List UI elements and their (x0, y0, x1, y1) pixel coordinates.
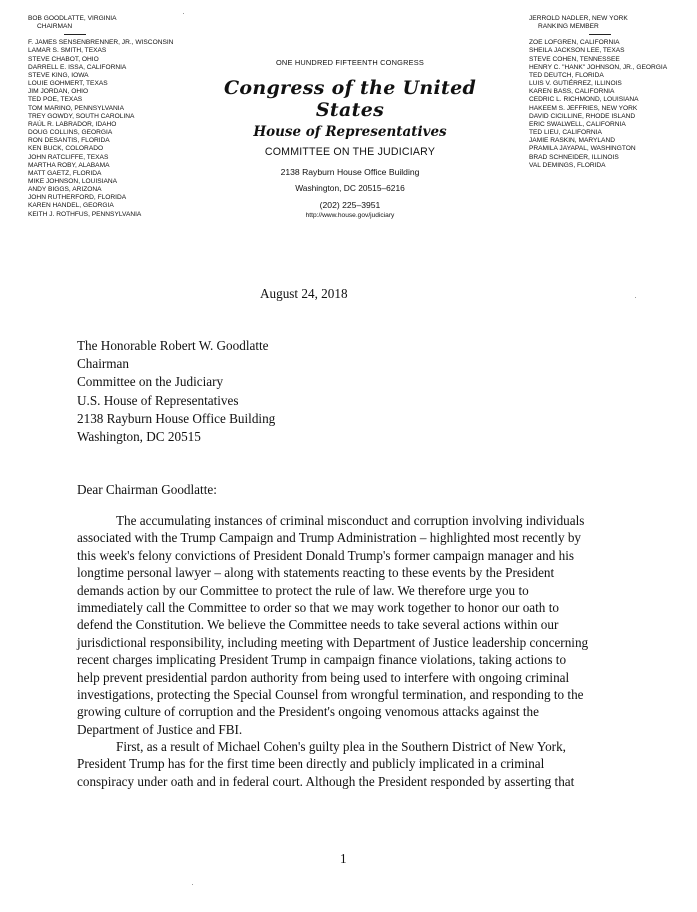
majority-member: DARRELL E. ISSA, CALIFORNIA (28, 63, 127, 71)
minority-member: DAVID CICILLINE, RHODE ISLAND (529, 112, 636, 120)
majority-member: TREY GOWDY, SOUTH CAROLINA (28, 112, 135, 120)
chairman-label: CHAIRMAN (37, 23, 73, 31)
paragraph-line: this week's felony convictions of President Donald Trump's former campaign manager and his (77, 547, 574, 563)
minority-member: CEDRIC L. RICHMOND, LOUISIANA (529, 96, 639, 104)
paragraph-line: associated with the Trump Campaign and Trump Administration – highlighted most recently by (77, 530, 582, 546)
paragraph-line: President Trump has for the first time been directly and publicly implicated in a criminal (77, 756, 545, 772)
minority-member: TED LIEU, CALIFORNIA (529, 129, 602, 137)
minority-member: KAREN BASS, CALIFORNIA (529, 88, 615, 96)
majority-member: F. JAMES SENSENBRENNER, JR., WISCONSIN (28, 39, 174, 47)
roster-divider (64, 34, 86, 35)
scan-speck (635, 297, 636, 298)
majority-member: ANDY BIGGS, ARIZONA (28, 186, 102, 194)
paragraph-line: help prevent presidential pardon authority from being used to interfere with ongoing criminal (77, 669, 570, 685)
majority-roster (28, 15, 198, 219)
majority-member: DOUG COLLINS, GEORGIA (28, 129, 113, 137)
majority-member: RON DESANTIS, FLORIDA (28, 137, 110, 145)
congress-number: ONE HUNDRED FIFTEENTH CONGRESS (275, 58, 425, 67)
majority-member: JIM JORDAN, OHIO (28, 88, 89, 96)
majority-member: STEVE CHABOT, OHIO (28, 55, 99, 63)
body-paragraph-1 (77, 512, 625, 738)
majority-member: LOUIE GOHMERT, TEXAS (28, 80, 108, 88)
roster-divider (589, 34, 611, 35)
majority-member: JOHN RUTHERFORD, FLORIDA (28, 194, 127, 202)
house-title: House of Representatives (253, 124, 447, 140)
majority-member: KEN BUCK, COLORADO (28, 145, 104, 153)
paragraph-line: First, as a result of Michael Cohen's guilty plea in the Southern District of New York, (116, 739, 566, 754)
phone-number: (202) 225–3951 (319, 200, 381, 210)
majority-member: LAMAR S. SMITH, TEXAS (28, 47, 107, 55)
ranking-member-name: JERROLD NADLER, NEW YORK (529, 15, 628, 22)
paragraph-line: immediately call the Committee to order so that we may work together to honor our oath to (77, 600, 559, 616)
majority-member: TED POE, TEXAS (28, 96, 83, 104)
page-number: 1 (340, 851, 347, 866)
minority-member-list (529, 39, 694, 170)
majority-member-list (28, 39, 198, 218)
recipient-line: Committee on the Judiciary (77, 374, 224, 390)
minority-member: JAMIE RASKIN, MARYLAND (529, 137, 615, 145)
chairman-name: BOB GOODLATTE, VIRGINIA (28, 15, 117, 22)
majority-member: MARTHA ROBY, ALABAMA (28, 161, 110, 169)
paragraph-line: demands action by our Committee to protect the rule of law. We therefore urge you to (77, 582, 529, 598)
majority-member: STEVE KING, IOWA (28, 71, 89, 79)
recipient-line: The Honorable Robert W. Goodlatte (77, 338, 269, 353)
paragraph-line: jurisdictional responsibility, including meeting with Department of Justice leadership concerning (77, 634, 589, 650)
paragraph-line: longtime personal lawyer – along with statements reacting to these events by the President (77, 565, 555, 581)
minority-member: BRAD SCHNEIDER, ILLINOIS (529, 153, 619, 161)
recipient-line: U.S. House of Representatives (77, 392, 239, 408)
website-link[interactable]: http://www.house.gov/judiciary (305, 212, 395, 219)
recipient-address (77, 337, 275, 446)
paragraph-line: Department of Justice and FBI. (77, 721, 243, 737)
paragraph-line: investigations, protecting the Special Counsel from wrongful termination, and responding to the (77, 687, 584, 703)
majority-member: KEITH J. ROTHFUS, PENNSYLVANIA (28, 210, 142, 218)
ranking-member-label: RANKING MEMBER (538, 23, 599, 31)
majority-member: JOHN RATCLIFFE, TEXAS (28, 153, 109, 161)
scan-speck (183, 13, 184, 14)
paragraph-line: The accumulating instances of criminal misconduct and corruption involving individuals (116, 513, 585, 528)
committee-name: COMMITTEE ON THE JUDICIARY (264, 146, 436, 158)
letter-date: August 24, 2018 (260, 286, 348, 301)
minority-member: VAL DEMINGS, FLORIDA (529, 161, 606, 169)
salutation: Dear Chairman Goodlatte: (77, 482, 217, 497)
paragraph-line: defend the Constitution. We believe the Committee needs to take several actions within our (77, 617, 559, 633)
majority-member: MATT GAETZ, FLORIDA (28, 169, 102, 177)
minority-member: HAKEEM S. JEFFRIES, NEW YORK (529, 104, 638, 112)
paragraph-line: conspiracy under oath and in federal court. Although the President responded by asserting that (77, 773, 575, 789)
majority-member: RAÚL R. LABRADOR, IDAHO (28, 120, 117, 128)
majority-member: MIKE JOHNSON, LOUISIANA (28, 177, 118, 185)
congress-title: Congress of the United States (223, 77, 477, 121)
minority-member: PRAMILA JAYAPAL, WASHINGTON (529, 145, 636, 153)
body-paragraph-2 (77, 738, 625, 790)
city-zip: Washington, DC 20515–6216 (295, 183, 405, 193)
letterhead (200, 58, 500, 219)
minority-member: TED DEUTCH, FLORIDA (529, 71, 604, 79)
majority-member: KAREN HANDEL, GEORGIA (28, 202, 114, 210)
minority-member: HENRY C. "HANK" JOHNSON, JR., GEORGIA (529, 63, 668, 71)
minority-member: ZOE LOFGREN, CALIFORNIA (529, 39, 620, 47)
paragraph-line: growing culture of corruption and the President's ongoing venomous attacks against the (77, 704, 540, 720)
minority-member: STEVE COHEN, TENNESSEE (529, 55, 620, 63)
scan-speck (192, 884, 193, 885)
office-address: 2138 Rayburn House Office Building (280, 167, 420, 177)
minority-member: ERIC SWALWELL, CALIFORNIA (529, 120, 626, 128)
majority-member: TOM MARINO, PENNSYLVANIA (28, 104, 124, 112)
recipient-line: Washington, DC 20515 (77, 429, 201, 445)
minority-member: LUIS V. GUTIÉRREZ, ILLINOIS (529, 80, 622, 88)
recipient-line: 2138 Rayburn House Office Building (77, 410, 276, 426)
minority-roster (529, 15, 694, 170)
recipient-line: Chairman (77, 356, 130, 372)
minority-member: SHEILA JACKSON LEE, TEXAS (529, 47, 625, 55)
paragraph-line: recent charges implicating President Trump in campaign finance violations, taking actions to (77, 652, 567, 668)
